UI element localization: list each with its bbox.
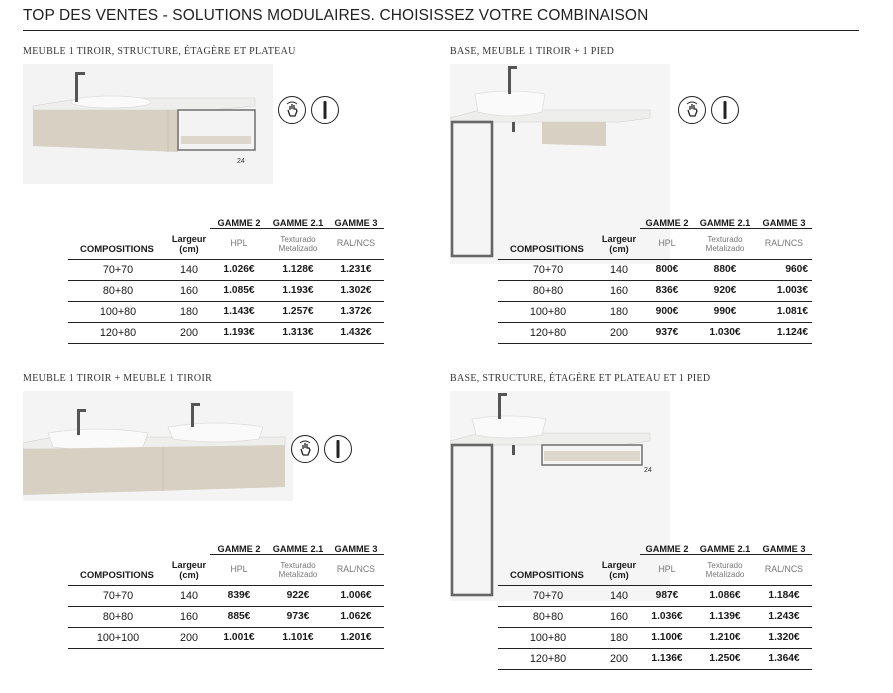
vertical-handle-icon <box>311 96 339 124</box>
header-ralncs: RAL/NCS <box>756 229 812 260</box>
header-gamme2: GAMME 2 <box>217 544 261 554</box>
header-texturado: Texturado Metalizado <box>268 229 328 260</box>
header-hpl: HPL <box>210 555 268 586</box>
touch-open-icon <box>278 96 306 124</box>
icon-group <box>278 96 339 124</box>
header-hpl: HPL <box>640 229 694 260</box>
table-row: 100+100 200 1.001€ 1.101€ 1.201€ <box>68 627 384 648</box>
icon-group <box>291 435 352 463</box>
header-compositions: COMPOSITIONS <box>510 243 584 255</box>
header-gamme21: GAMME 2.1 <box>272 218 324 228</box>
price-table-3 <box>68 539 384 649</box>
panel-title: MEUBLE 1 TIROIR, STRUCTURE, ÉTAGÈRE ET PLATEAU <box>23 46 296 57</box>
table-row: 80+80 160 1.085€ 1.193€ 1.302€ <box>68 280 384 301</box>
header-texturado: Texturado Metalizado <box>694 229 756 260</box>
title-divider <box>23 30 859 31</box>
table-row: 80+80 160 885€ 973€ 1.062€ <box>68 606 384 627</box>
header-ralncs: RAL/NCS <box>756 555 812 586</box>
price-table-2 <box>498 213 812 344</box>
table-row: 80+80 160 836€ 920€ 1.003€ <box>498 280 812 301</box>
price-table-1 <box>68 213 384 344</box>
header-gamme21: GAMME 2.1 <box>699 544 751 554</box>
header-ralncs: RAL/NCS <box>328 555 384 586</box>
header-largeur: Largeur (cm) <box>601 559 637 580</box>
table-row: 100+80 180 900€ 990€ 1.081€ <box>498 301 812 322</box>
header-gamme3: GAMME 3 <box>334 218 378 228</box>
header-compositions: COMPOSITIONS <box>510 569 584 581</box>
dimension-label: 24 <box>644 467 652 474</box>
table-row: 100+80 180 1.143€ 1.257€ 1.372€ <box>68 301 384 322</box>
touch-open-icon <box>678 96 706 124</box>
table-row: 70+70 140 987€ 1.086€ 1.184€ <box>498 585 812 606</box>
header-hpl: HPL <box>210 229 268 260</box>
header-gamme21: GAMME 2.1 <box>272 544 324 554</box>
header-compositions: COMPOSITIONS <box>80 243 154 255</box>
header-largeur: Largeur (cm) <box>601 233 637 254</box>
header-gamme2: GAMME 2 <box>217 218 261 228</box>
icon-group <box>678 96 739 124</box>
table-row: 120+80 200 1.193€ 1.313€ 1.432€ <box>68 322 384 343</box>
header-gamme3: GAMME 3 <box>762 544 806 554</box>
page-title: TOP DES VENTES - SOLUTIONS MODULAIRES. CHOISISSEZ VOTRE COMBINAISON <box>23 7 649 24</box>
header-gamme21: GAMME 2.1 <box>699 218 751 228</box>
header-largeur: Largeur (cm) <box>171 559 207 580</box>
header-gamme3: GAMME 3 <box>762 218 806 228</box>
product-photo <box>23 391 293 501</box>
table-row: 120+80 200 937€ 1.030€ 1.124€ <box>498 322 812 343</box>
header-texturado: Texturado Metalizado <box>694 555 756 586</box>
table-row: 120+80 200 1.136€ 1.250€ 1.364€ <box>498 648 812 669</box>
panel-title: BASE, STRUCTURE, ÉTAGÈRE ET PLATEAU ET 1 PIED <box>450 373 711 384</box>
table-row: 80+80 160 1.036€ 1.139€ 1.243€ <box>498 606 812 627</box>
vertical-handle-icon <box>324 435 352 463</box>
price-table-4 <box>498 539 812 670</box>
header-gamme3: GAMME 3 <box>334 544 378 554</box>
panel-title: BASE, MEUBLE 1 TIROIR + 1 PIED <box>450 46 615 57</box>
header-gamme2: GAMME 2 <box>645 544 689 554</box>
vertical-handle-icon <box>711 96 739 124</box>
header-ralncs: RAL/NCS <box>328 229 384 260</box>
header-compositions: COMPOSITIONS <box>80 569 154 581</box>
table-row: 70+70 140 800€ 880€ 960€ <box>498 259 812 280</box>
table-row: 100+80 180 1.100€ 1.210€ 1.320€ <box>498 627 812 648</box>
table-row: 70+70 140 1.026€ 1.128€ 1.231€ <box>68 259 384 280</box>
product-photo <box>23 64 273 184</box>
header-texturado: Texturado Metalizado <box>268 555 328 586</box>
table-row: 70+70 140 839€ 922€ 1.006€ <box>68 585 384 606</box>
touch-open-icon <box>291 435 319 463</box>
header-largeur: Largeur (cm) <box>171 233 207 254</box>
header-hpl: HPL <box>640 555 694 586</box>
panel-title: MEUBLE 1 TIROIR + MEUBLE 1 TIROIR <box>23 373 213 384</box>
header-gamme2: GAMME 2 <box>645 218 689 228</box>
dimension-label: 24 <box>237 158 245 165</box>
